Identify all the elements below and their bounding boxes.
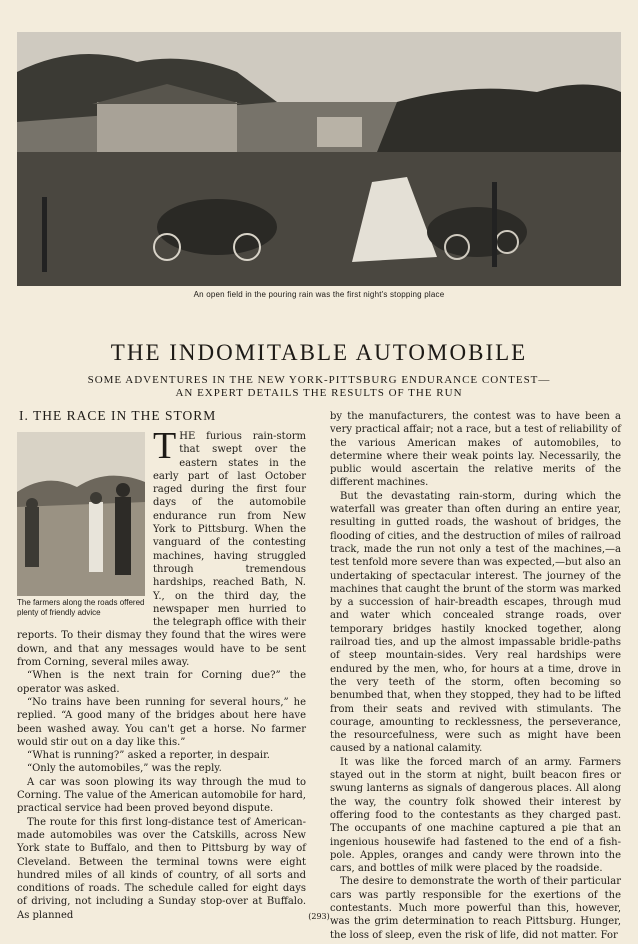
top-photo <box>17 32 621 286</box>
drop-cap: T <box>153 425 177 467</box>
article-title: THE INDOMITABLE AUTOMOBILE <box>110 340 528 365</box>
paragraph: A car was soon plowing its way through the mud to Corning. The value of the American automobile for hard, practical service had been proved beyond dispute. <box>17 776 306 815</box>
intro-text: HE furious rain-storm that swept over the eastern states in the early part of last October raged during the first four days of the automobile endurance run from New York to Pittsburg. When the vanguard of the contesting machines, having struggled through tremendous hardships, reached Bath, N. Y., on the third day, the newspaper men hurried to the telegraph office with their reports. To their dismay they found that the wires were down, and that any messages would have to be sent from Corning, several miles away. <box>17 431 306 669</box>
left-column <box>17 408 306 922</box>
side-photo <box>17 432 145 596</box>
paragraph: “No trains have been running for several hours,” he replied. “A good many of the bridges about here have been washed away. You can't get a horse. No farmer would stir out on a day like this.” <box>17 696 306 748</box>
section-heading: I. THE RACE IN THE STORM <box>19 408 217 423</box>
paragraph: by the manufacturers, the contest was to have been a very practical affair; not a race, but a test of reliability of the various American makes of automobiles, to determine where their weak points lay. Necessarily, the public would ascertain the relative merits of the different machines. <box>330 411 621 489</box>
side-photo-caption: The farmers along the roads offered plenty of friendly advice <box>17 598 145 617</box>
paragraph: “When is the next train for Corning due?” the operator was asked. <box>17 670 306 695</box>
article-subtitle <box>0 374 638 400</box>
paragraph: “What is running?” asked a reporter, in despair. <box>27 750 270 762</box>
subtitle-line-2: AN EXPERT DETAILS THE RESULTS OF THE RUN <box>175 387 463 399</box>
subtitle-line-1: SOME ADVENTURES IN THE NEW YORK-PITTSBURG ENDURANCE CONTEST— <box>87 374 551 386</box>
paragraph: The route for this first long-distance test of American-made automobiles was over the Catskills, across New York state to Buffalo, and then to Pittsburg by way of Cleveland. Between the terminal towns were eight hundred miles of all kinds of country, of all sorts and conditions of roads. The schedule called for eight days of driving, not including a Sunday stop-over at Buffalo. As planned <box>17 816 306 921</box>
paragraph: The desire to demonstrate the worth of their particular cars was partly responsible for the exertions of the contestants. Much more powerful than this, however, was the grim determination to reach Pittsburg. Hunger, the loss of sleep, even the risk of life, did not matter. For <box>330 876 621 941</box>
paragraph: It was like the forced march of an army. Farmers stayed out in the storm at night, built beacon fires or swung lanterns as signals of dangerous places. All along the way, the country folk showed their interest by offering food to the contestants as they charged past. The occupants of one machine captured a pie that an ingenious housewife had fastened to the end of a fish-pole. Apples, oranges and candy were thrown into the cars, and bottles of milk were placed by the roadside. <box>330 756 621 875</box>
right-column <box>330 410 621 942</box>
top-photo-caption: An open field in the pouring rain was the first night's stopping place <box>193 290 445 299</box>
paragraph: But the devastating rain-storm, during which the waterfall was greater than often during an entire year, resulting in gutted roads, the washout of bridges, the flooding of cities, and the destruction of miles of railroad track, made the run not only a test of the machines,—a test tenfold more severe than was expected,—but also an undertaking of spectacular interest. The journey of the machines that caught the brunt of the storm was marked by a succession of hair-breadth escapes, through mud and water which concealed strange roads, over temporary bridges hastily knocked together, along railroad ties, and up the almost impassable bridle-paths of steep mountain-sides. Very real hardships were endured by the men, who, for hours at a time, drove in the very teeth of the storm, often becoming so benumbed that, when they stopped, they had to be lifted from their seats and revived with stimulants. The courage, amounting to recklessness, the perseverance, the resourcefulness, were such as might have been caused by a national calamity. <box>330 490 621 755</box>
page-number: (293) <box>308 912 330 921</box>
side-photo-figure <box>17 432 145 617</box>
paragraph: “Only the automobiles,” was the reply. <box>27 763 222 775</box>
